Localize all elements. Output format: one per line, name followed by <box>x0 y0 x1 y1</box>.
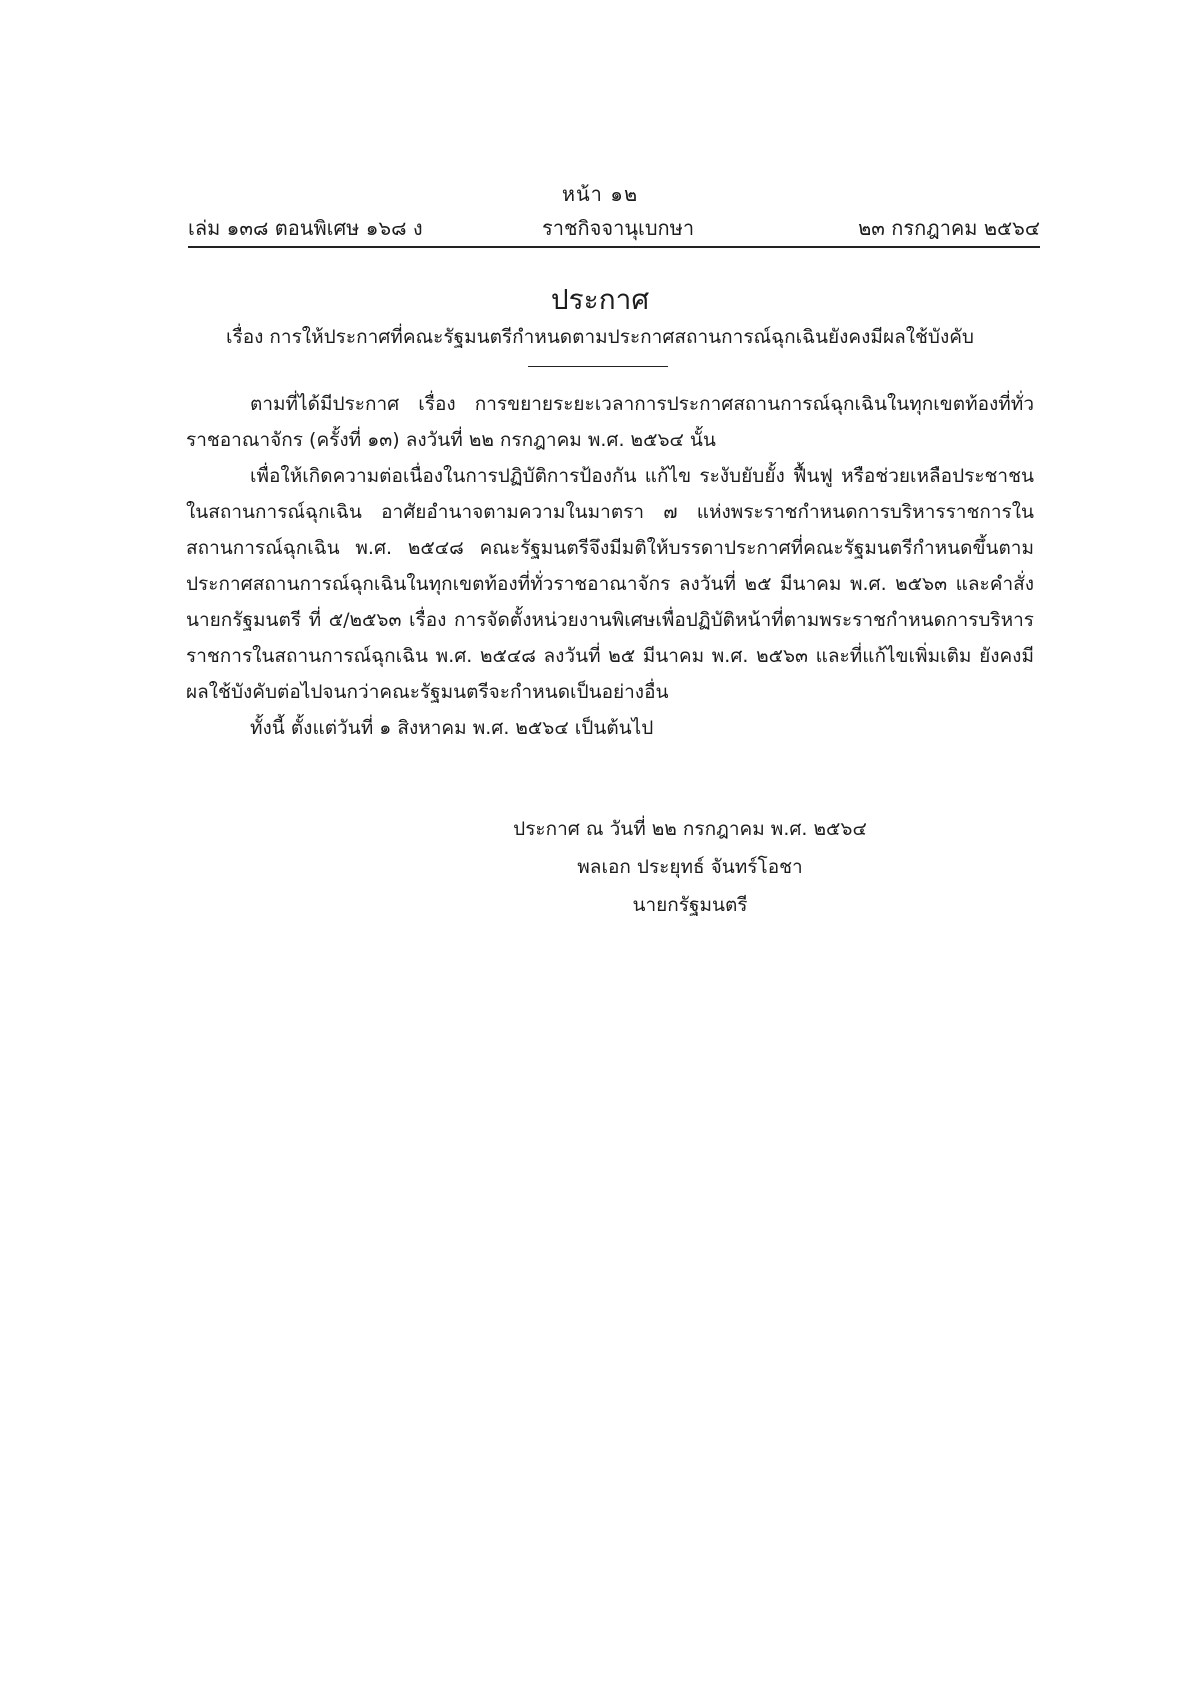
header-divider <box>188 246 1040 248</box>
signatory-name: พลเอก ประยุทธ์ จันทร์โอชา <box>577 856 803 878</box>
gazette-header <box>188 212 1040 246</box>
document-body <box>186 386 1034 746</box>
title-divider <box>528 366 668 367</box>
issued-date-line: ประกาศ ณ วันที่ ๒๒ กรกฎาคม พ.ศ. ๒๕๖๔ <box>513 818 867 840</box>
document-title: ประกาศ <box>550 283 650 316</box>
paragraph-2: เพื่อให้เกิดความต่อเนื่องในการปฏิบัติการป้องกัน แก้ไข ระงับยับยั้ง ฟื้นฟู หรือช่วยเหลือประชาชนในสถานการณ์ฉุกเฉิน อาศัยอำนาจตามความในมาตรา ๗ แห่งพระราชกำหนดการบริหารราชการในสถานการณ์ฉุกเฉิน พ.ศ. ๒๕๔๘ คณะรัฐมนตรีจึงมีมติให้บรรดาประกาศที่คณะรัฐมนตรีกำหนดขึ้นตามประกาศสถานการณ์ฉุกเฉินในทุกเขตท้องที่ทั่วราชอาณาจักร ลงวันที่ ๒๕ มีนาคม พ.ศ. ๒๕๖๓ และคำสั่งนายกรัฐมนตรี ที่ ๕/๒๕๖๓ เรื่อง การจัดตั้งหน่วยงานพิเศษเพื่อปฏิบัติหน้าที่ตามพระราชกำหนดการบริหารราชการในสถานการณ์ฉุกเฉิน พ.ศ. ๒๕๔๘ ลงวันที่ ๒๕ มีนาคม พ.ศ. ๒๕๖๓ และที่แก้ไขเพิ่มเติม ยังคงมีผลใช้บังคับต่อไปจนกว่าคณะรัฐมนตรีจะกำหนดเป็นอย่างอื่น <box>186 465 1034 703</box>
signatory-position: นายกรัฐมนตรี <box>632 894 748 916</box>
document-subject: เรื่อง การให้ประกาศที่คณะรัฐมนตรีกำหนดตามประกาศสถานการณ์ฉุกเฉินยังคงมีผลใช้บังคับ <box>226 326 974 348</box>
paragraph-1: ตามที่ได้มีประกาศ เรื่อง การขยายระยะเวลาการประกาศสถานการณ์ฉุกเฉินในทุกเขตท้องที่ทั่วราชอาณาจักร (ครั้งที่ ๑๓) ลงวันที่ ๒๒ กรกฎาคม พ.ศ. ๒๕๖๔ นั้น <box>186 393 1034 451</box>
paragraph-3: ทั้งนี้ ตั้งแต่วันที่ ๑ สิงหาคม พ.ศ. ๒๕๖๔ เป็นต้นไป <box>250 717 654 739</box>
page-number: หน้า ๑๒ <box>561 182 639 206</box>
gazette-name: ราชกิจจานุเบกษา <box>542 216 695 240</box>
publication-date: ๒๓ กรกฎาคม ๒๕๖๔ <box>858 216 1040 240</box>
volume-issue: เล่ม ๑๓๘ ตอนพิเศษ ๑๖๘ ง <box>188 216 423 240</box>
signature-block <box>430 810 950 924</box>
